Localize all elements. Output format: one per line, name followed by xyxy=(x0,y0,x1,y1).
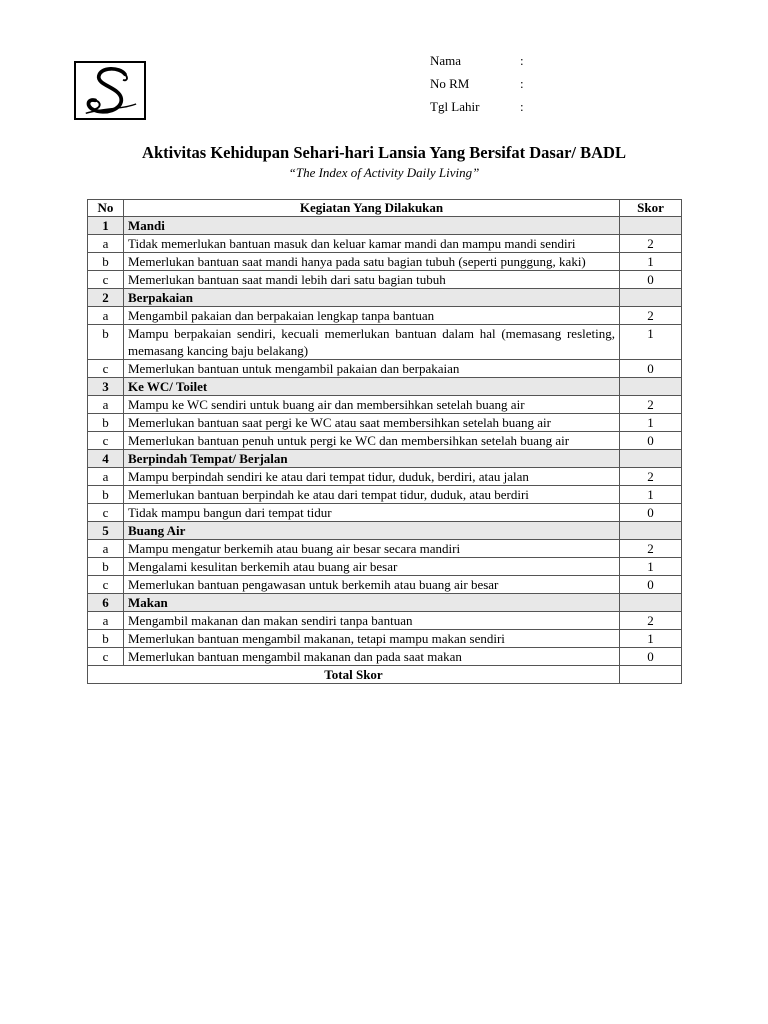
item-description: Tidak memerlukan bantuan masuk dan keluar kamar mandi dan mampu mandi sendiri xyxy=(124,235,620,253)
item-letter: b xyxy=(88,558,124,576)
item-score: 1 xyxy=(620,414,682,432)
field-separator: : xyxy=(520,53,524,68)
field-label: No RM xyxy=(430,76,470,91)
item-letter: b xyxy=(88,253,124,271)
item-description: Mengambil makanan dan makan sendiri tanpa bantuan xyxy=(124,612,620,630)
table-row xyxy=(88,414,682,432)
script-s-logo-icon xyxy=(76,63,144,118)
item-score: 0 xyxy=(620,432,682,450)
header-no: No xyxy=(88,200,124,217)
item-score: 2 xyxy=(620,468,682,486)
document-title: Aktivitas Kehidupan Sehari-hari Lansia Yang Bersifat Dasar/ BADL xyxy=(142,143,626,162)
total-score-cell xyxy=(620,666,682,684)
item-score: 1 xyxy=(620,486,682,504)
item-description: Memerlukan bantuan penuh untuk pergi ke WC dan membersihkan setelah buang air xyxy=(124,432,620,450)
patient-field-no-rm xyxy=(430,74,524,97)
patient-field-tgl-lahir xyxy=(430,97,524,120)
category-name: Mandi xyxy=(124,217,620,235)
header-activity: Kegiatan Yang Dilakukan xyxy=(124,200,620,217)
category-number: 4 xyxy=(88,450,124,468)
table-row xyxy=(88,235,682,253)
item-score: 2 xyxy=(620,612,682,630)
table-row xyxy=(88,468,682,486)
item-description: Mengalami kesulitan berkemih atau buang air besar xyxy=(124,558,620,576)
item-letter: c xyxy=(88,648,124,666)
category-number: 5 xyxy=(88,522,124,540)
badl-table xyxy=(87,199,682,684)
item-score: 2 xyxy=(620,540,682,558)
item-letter: a xyxy=(88,235,124,253)
item-letter: a xyxy=(88,396,124,414)
item-description: Memerlukan bantuan mengambil makanan dan pada saat makan xyxy=(124,648,620,666)
item-letter: c xyxy=(88,504,124,522)
item-score: 2 xyxy=(620,307,682,325)
category-score-cell xyxy=(620,522,682,540)
table-row xyxy=(88,307,682,325)
table-row xyxy=(88,648,682,666)
item-letter: c xyxy=(88,576,124,594)
item-description: Memerlukan bantuan saat pergi ke WC atau saat membersihkan setelah buang air xyxy=(124,414,620,432)
total-row xyxy=(88,666,682,684)
item-description: Memerlukan bantuan mengambil makanan, tetapi mampu makan sendiri xyxy=(124,630,620,648)
item-description: Tidak mampu bangun dari tempat tidur xyxy=(124,504,620,522)
item-score: 1 xyxy=(620,630,682,648)
item-description: Mampu berpindah sendiri ke atau dari tempat tidur, duduk, berdiri, atau jalan xyxy=(124,468,620,486)
category-name: Berpakaian xyxy=(124,289,620,307)
category-row xyxy=(88,289,682,307)
category-number: 1 xyxy=(88,217,124,235)
item-score: 0 xyxy=(620,648,682,666)
item-letter: b xyxy=(88,630,124,648)
category-score-cell xyxy=(620,594,682,612)
table-row xyxy=(88,271,682,289)
category-name: Makan xyxy=(124,594,620,612)
category-row xyxy=(88,594,682,612)
logo xyxy=(74,61,146,120)
item-letter: c xyxy=(88,360,124,378)
field-separator: : xyxy=(520,99,524,114)
patient-field-nama xyxy=(430,51,524,74)
item-score: 1 xyxy=(620,558,682,576)
item-letter: b xyxy=(88,486,124,504)
table-header-row xyxy=(88,200,682,217)
category-number: 3 xyxy=(88,378,124,396)
item-letter: a xyxy=(88,468,124,486)
item-score: 2 xyxy=(620,396,682,414)
table-row xyxy=(88,576,682,594)
table-row xyxy=(88,486,682,504)
table-row xyxy=(88,630,682,648)
category-row xyxy=(88,378,682,396)
header-score: Skor xyxy=(620,200,682,217)
item-description: Memerlukan bantuan saat mandi hanya pada satu bagian tubuh (seperti punggung, kaki) xyxy=(124,253,620,271)
item-letter: b xyxy=(88,325,124,360)
table-row xyxy=(88,504,682,522)
category-score-cell xyxy=(620,289,682,307)
category-row xyxy=(88,450,682,468)
category-name: Ke WC/ Toilet xyxy=(124,378,620,396)
table-row xyxy=(88,612,682,630)
category-name: Berpindah Tempat/ Berjalan xyxy=(124,450,620,468)
item-score: 1 xyxy=(620,253,682,271)
table-row xyxy=(88,558,682,576)
table-row xyxy=(88,325,682,360)
field-label: Tgl Lahir xyxy=(430,99,480,114)
item-score: 0 xyxy=(620,576,682,594)
category-score-cell xyxy=(620,378,682,396)
item-description: Memerlukan bantuan saat mandi lebih dari satu bagian tubuh xyxy=(124,271,620,289)
item-letter: b xyxy=(88,414,124,432)
total-label: Total Skor xyxy=(88,666,620,684)
category-score-cell xyxy=(620,217,682,235)
item-description: Memerlukan bantuan pengawasan untuk berkemih atau buang air besar xyxy=(124,576,620,594)
table-row xyxy=(88,253,682,271)
table-row xyxy=(88,432,682,450)
item-description: Memerlukan bantuan untuk mengambil pakaian dan berpakaian xyxy=(124,360,620,378)
item-letter: a xyxy=(88,612,124,630)
category-name: Buang Air xyxy=(124,522,620,540)
table-row xyxy=(88,396,682,414)
category-row xyxy=(88,522,682,540)
category-number: 6 xyxy=(88,594,124,612)
item-description: Mampu berpakaian sendiri, kecuali memerlukan bantuan dalam hal (memasang resleting, memasang kancing baju belakang) xyxy=(124,325,620,360)
item-score: 0 xyxy=(620,360,682,378)
item-score: 0 xyxy=(620,504,682,522)
item-letter: a xyxy=(88,540,124,558)
item-score: 1 xyxy=(620,325,682,360)
category-number: 2 xyxy=(88,289,124,307)
item-description: Memerlukan bantuan berpindah ke atau dari tempat tidur, duduk, atau berdiri xyxy=(124,486,620,504)
item-description: Mampu ke WC sendiri untuk buang air dan membersihkan setelah buang air xyxy=(124,396,620,414)
field-separator: : xyxy=(520,76,524,91)
item-description: Mengambil pakaian dan berpakaian lengkap tanpa bantuan xyxy=(124,307,620,325)
category-row xyxy=(88,217,682,235)
item-score: 0 xyxy=(620,271,682,289)
table-row xyxy=(88,540,682,558)
item-letter: c xyxy=(88,271,124,289)
document-subtitle: “The Index of Activity Daily Living” xyxy=(288,165,480,180)
table-row xyxy=(88,360,682,378)
item-score: 2 xyxy=(620,235,682,253)
item-description: Mampu mengatur berkemih atau buang air besar secara mandiri xyxy=(124,540,620,558)
item-letter: c xyxy=(88,432,124,450)
patient-info xyxy=(430,51,524,120)
field-label: Nama xyxy=(430,53,462,68)
item-letter: a xyxy=(88,307,124,325)
category-score-cell xyxy=(620,450,682,468)
